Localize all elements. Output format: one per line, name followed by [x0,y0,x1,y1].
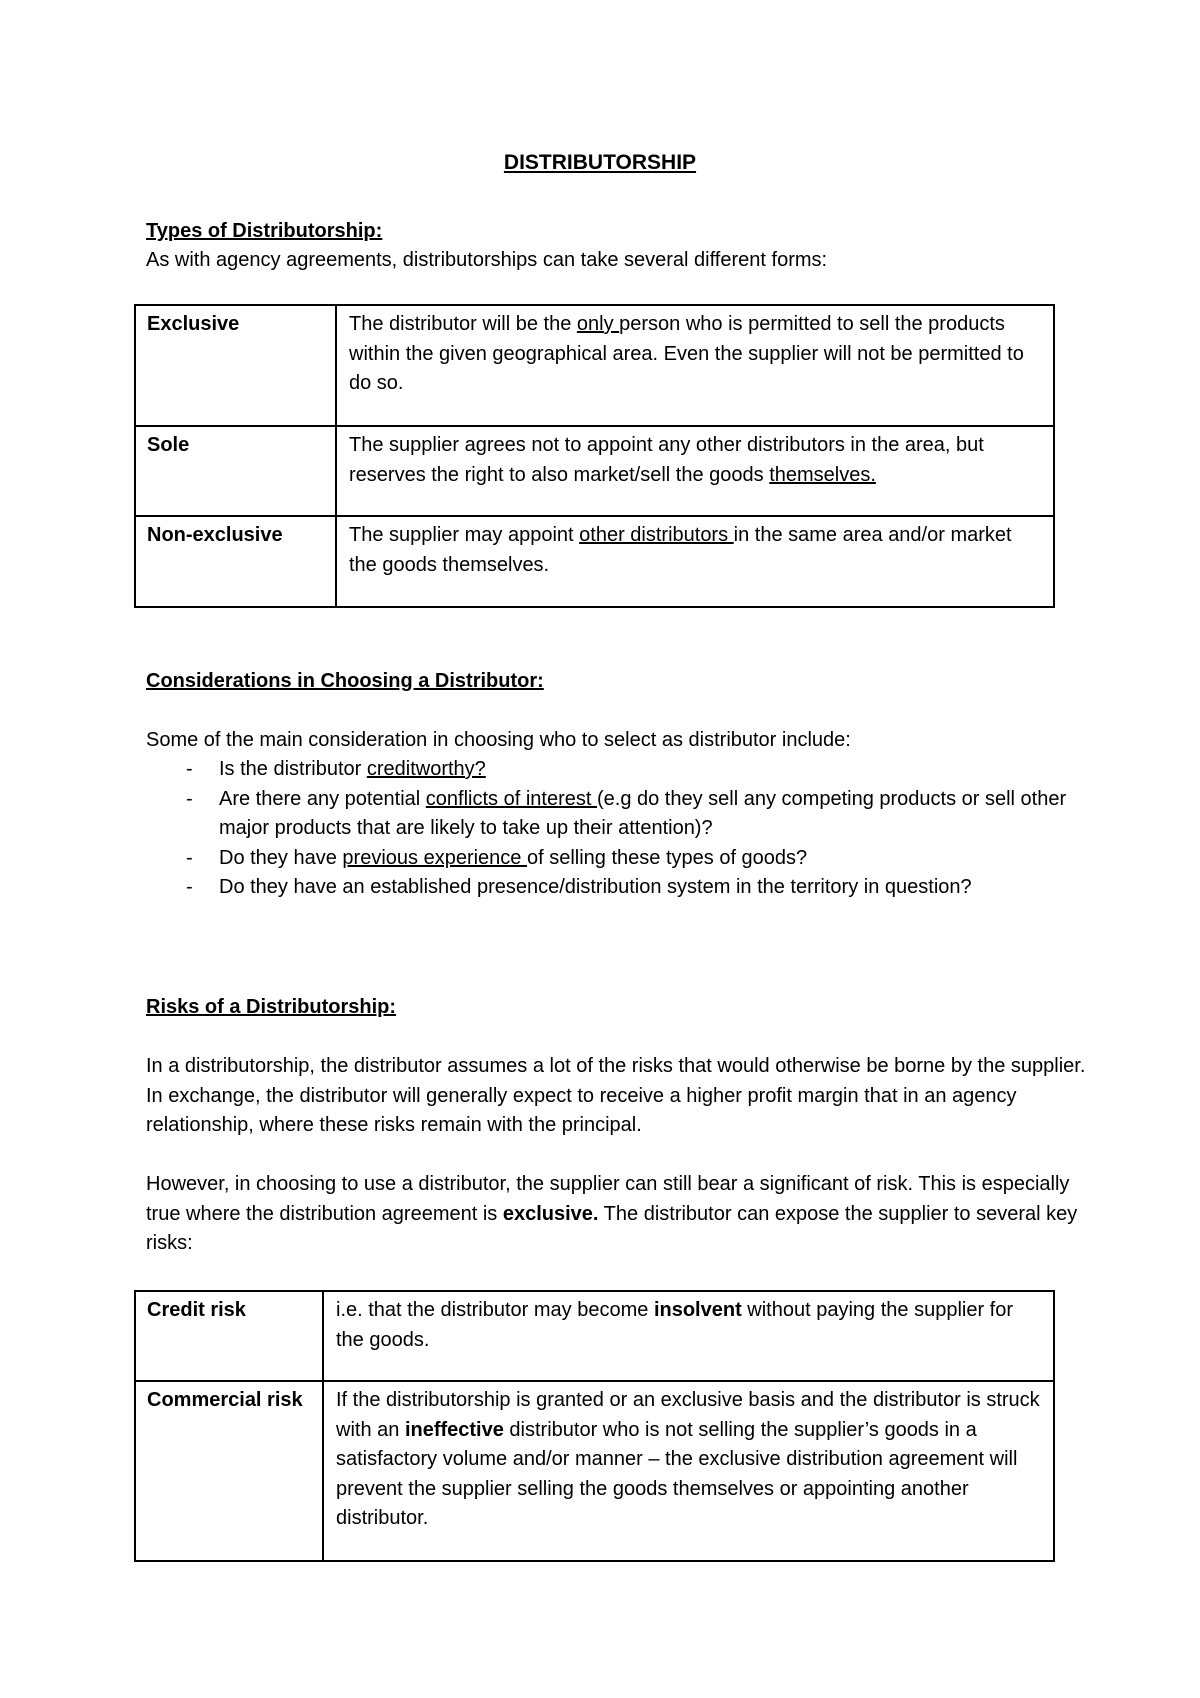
page-title: DISTRIBUTORSHIP [503,151,697,174]
considerations-list [146,755,1086,903]
description-text: The supplier may appoint [349,524,580,546]
risks-paragraph-2 [146,1170,1086,1259]
bullet-text: Do they have [219,846,343,869]
description-emphasis: themselves. [769,463,876,486]
risks-table [134,1290,1055,1562]
description-emphasis: insolvent [653,1299,742,1321]
list-item [146,785,1086,844]
bullet-text: of selling these types of goods? [526,846,808,869]
types-table [134,304,1055,608]
paragraph-text: The distributor can expose the supplier to several key risks: [146,1202,1078,1254]
type-label: Non-exclusive [135,516,336,607]
paragraph-text: However, in choosing to use a distributor, the supplier can still bear a significant of risk. This is especially true where the distribution agreement is [146,1173,1070,1225]
risks-paragraph-1: In a distributorship, the distributor assumes a lot of the risks that would otherwise be borne by the supplier. In exchange, the distributor will generally expect to receive a higher profit margin that in an agency relationship, where these risks remain with the principal. [146,1055,1086,1136]
description-emphasis: other distributors [579,524,734,546]
table-row [135,516,1054,607]
list-item [146,844,1086,874]
risk-description [323,1381,1054,1561]
types-intro: As with agency agreements, distributorships can take several different forms: [146,249,828,271]
type-description [336,305,1054,426]
table-row [135,1381,1054,1561]
risk-label: Commercial risk [135,1381,323,1561]
bullet-dash: - [186,758,193,780]
description-text: The supplier agrees not to appoint any other distributors in the area, but reserves the right to also market/sell the goods [349,434,984,486]
bullet-text: Are there any potential [219,787,426,810]
table-row [135,1291,1054,1381]
bullet-text: Do they have an established presence/distribution system in the territory in question? [219,876,972,898]
risks-heading: Risks of a Distributorship: [146,996,397,1018]
type-description [336,516,1054,607]
bullet-text: Is the distributor [219,758,367,780]
bullet-dash: - [186,876,193,898]
risk-label: Credit risk [135,1291,323,1381]
description-text: without paying the supplier for the goods. [336,1299,1014,1351]
list-item [146,755,1086,785]
bullet-emphasis: conflicts of interest [425,787,597,810]
description-text: person who is permitted to sell the products within the given geographical area. Even the supplier will not be permitted to do so. [349,313,1024,394]
types-heading: Types of Distributorship: [146,220,383,242]
bullet-text: (e.g do they sell any competing products or sell other major products that are likely to take up their attention)? [219,787,1067,839]
bullet-dash: - [186,846,193,869]
description-emphasis: ineffective [404,1418,504,1441]
considerations-heading: Considerations in Choosing a Distributor: [146,670,544,692]
type-label: Exclusive [135,305,336,426]
considerations-intro: Some of the main consideration in choosing who to select as distributor include: [146,729,851,751]
type-description [336,426,1054,516]
list-item [146,873,1086,903]
bullet-dash: - [186,787,193,810]
risk-description [323,1291,1054,1381]
description-emphasis: only [576,313,620,335]
description-text: in the same area and/or market the goods themselves. [349,524,1012,576]
paragraph-emphasis: exclusive. [502,1202,599,1225]
description-text: distributor who is not selling the supplier’s goods in a satisfactory volume and/or manner – the exclusive distribution agreement will prevent the supplier selling the goods themselves or appointing another distributor. [336,1418,1018,1529]
type-label: Sole [135,426,336,516]
bullet-emphasis: creditworthy? [366,758,486,780]
bullet-emphasis: previous experience [342,846,527,869]
table-row [135,426,1054,516]
description-text: The distributor will be the [349,313,577,335]
table-row [135,305,1054,426]
description-text: i.e. that the distributor may become [336,1299,654,1321]
description-text: If the distributorship is granted or an exclusive basis and the distributor is struck with an [336,1389,1040,1441]
